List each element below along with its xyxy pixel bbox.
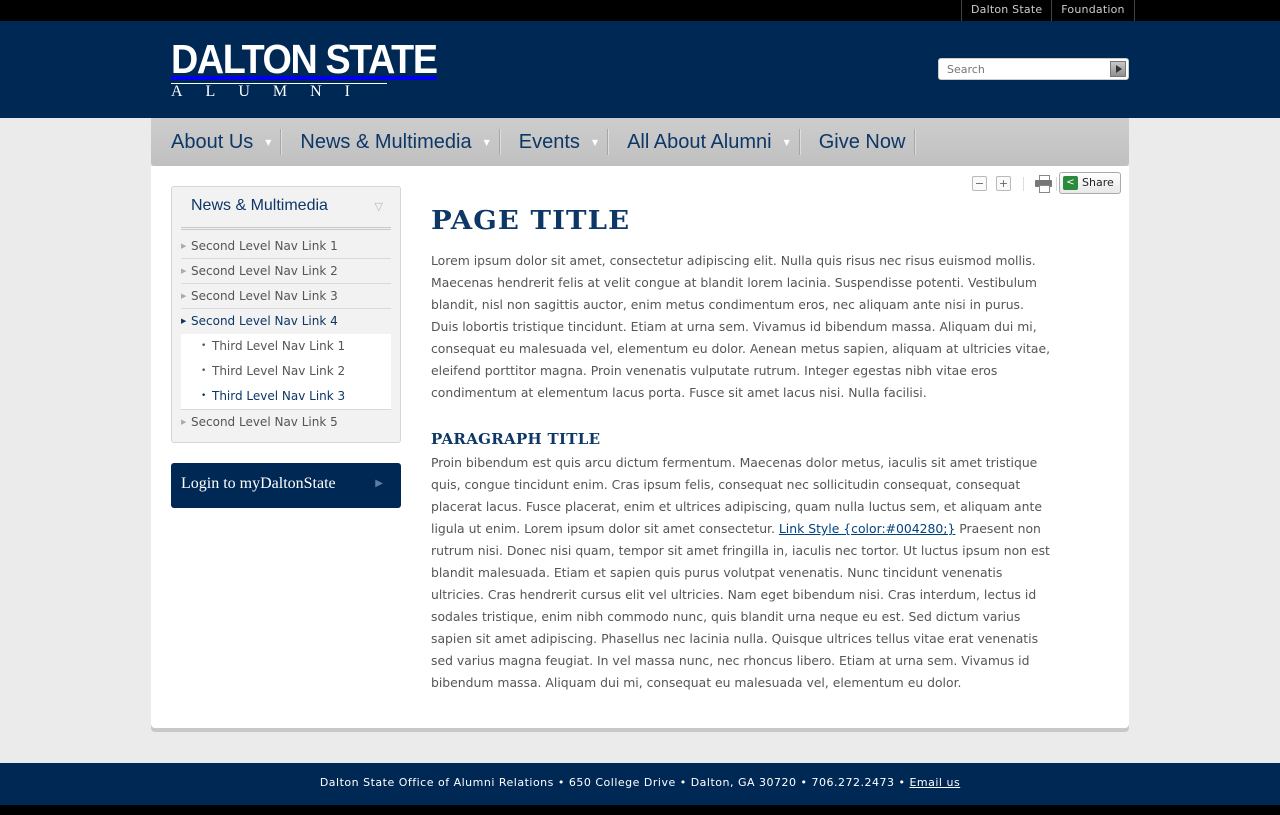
nav-item-give-now[interactable] <box>819 129 906 155</box>
nav-divider <box>499 129 500 155</box>
third-level-link-label: Third Level Nav Link 1 <box>212 339 346 353</box>
tool-divider <box>1056 177 1057 191</box>
decrease-text-size-button[interactable]: − <box>972 176 987 191</box>
nav-item-label: All About Alumni <box>627 130 772 153</box>
increase-text-size-button[interactable]: + <box>996 176 1011 191</box>
bullet-arrow-icon: ▶ <box>181 292 187 300</box>
page-tools <box>972 172 1122 196</box>
nav-item-news-multimedia[interactable] <box>300 129 489 155</box>
site-header <box>0 21 1280 118</box>
print-icon[interactable] <box>1035 174 1053 192</box>
nav-item-all-about-alumni[interactable] <box>627 129 790 155</box>
footer-contact-line <box>0 776 1280 789</box>
third-level-link-3-active[interactable] <box>181 384 391 409</box>
bullet-arrow-icon: ▶ <box>181 418 187 426</box>
nav-item-label: Give Now <box>818 130 906 153</box>
arrow-right-icon: ▶ <box>375 478 383 489</box>
utility-links <box>961 0 1135 21</box>
sidenav-link-4-active[interactable] <box>181 309 391 334</box>
utility-bar <box>0 0 1280 21</box>
bullet-arrow-icon: ▶ <box>181 267 187 275</box>
bullet-arrow-icon: ▶ <box>181 317 187 325</box>
sidenav-link-3[interactable] <box>181 284 391 309</box>
bullet-arrow-icon: ▶ <box>181 242 187 250</box>
sidenav-link-label: Second Level Nav Link 5 <box>191 415 338 429</box>
login-button[interactable] <box>171 463 401 508</box>
section-nav-header[interactable] <box>181 187 391 230</box>
section-nav-title: News & Multimedia <box>191 197 328 214</box>
footer-address: Dalton State Office of Alumni Relations • 650 College Drive • Dalton, GA 30720 • 706.272.2473 • <box>319 776 910 789</box>
section-nav <box>171 186 401 443</box>
utility-link-dalton-state[interactable]: Dalton State <box>961 0 1051 21</box>
nav-divider <box>280 129 281 155</box>
nav-divider <box>914 129 915 155</box>
share-button[interactable] <box>1059 172 1121 194</box>
third-level-link-1[interactable] <box>181 334 391 359</box>
content-panel <box>151 166 1129 728</box>
search-input[interactable] <box>939 59 1104 79</box>
nav-item-label: About Us <box>171 130 254 153</box>
nav-item-label: News & Multimedia <box>300 130 472 153</box>
bottom-bar <box>0 805 1280 815</box>
search-submit-button[interactable] <box>1110 61 1126 77</box>
logo-subtitle: ALUMNI <box>171 83 373 100</box>
paragraph-title: PARAGRAPH TITLE <box>431 430 601 448</box>
sidenav-link-label: Second Level Nav Link 3 <box>191 289 338 303</box>
logo-wordmark: DALTON STATE <box>171 36 437 82</box>
bullet-dot-icon: • <box>201 366 207 376</box>
dropdown-arrow-icon: ▼ <box>591 137 599 147</box>
third-level-link-label: Third Level Nav Link 3 <box>212 389 346 403</box>
body-paragraph-1: Lorem ipsum dolor sit amet, consectetur adipiscing elit. Nulla quis risus nec risus euismod mollis. Maecenas hendrerit felis at velit congue at blandit lorem lacinia. Suspendisse potenti. Vestibulum blandit, nisl non sagittis auctor, enim metus condimentum eros, nec aliquam ante nisi in purus. Duis lobortis tristique tincidunt. Etiam at urna sem. Vivamus id bibendum massa. Aliquam dui mi, consequat eu malesuada vel, elementum eu dolor. Aenean metus sapien, aliquam at ultricies vitae, eleifend porttitor magna. Proin venenatis vulputate rutrum. Integer egestas nibh vitae eros condimentum at elementum lacus porta. Fusce sit amet lacus nisi. Nulla facilisi. <box>431 253 1051 400</box>
nav-item-about-us[interactable] <box>171 129 271 155</box>
sidenav-link-label: Second Level Nav Link 1 <box>191 239 338 253</box>
share-button-label: Share <box>1082 176 1114 189</box>
footer-email-link[interactable]: Email us <box>909 776 961 789</box>
login-button-label: Login to myDaltonState <box>181 475 336 492</box>
site-footer <box>0 763 1280 805</box>
nav-divider <box>607 129 608 155</box>
nav-item-events[interactable] <box>519 129 598 155</box>
dropdown-arrow-icon: ▼ <box>483 137 490 147</box>
search-box <box>938 58 1129 80</box>
body-paragraph-2 <box>431 452 1053 694</box>
nav-divider <box>799 129 800 155</box>
inline-link[interactable]: Link Style {color:#004280;} <box>778 521 956 536</box>
dropdown-arrow-icon: ▼ <box>265 137 272 147</box>
page-title: PAGE TITLE <box>431 206 631 236</box>
bullet-dot-icon: • <box>201 391 207 401</box>
site-logo[interactable] <box>171 36 437 100</box>
main-nav <box>151 118 1129 166</box>
paragraph-text: Praesent non rutrum nisi. Donec nisi quam, tempor sit amet fringilla in, iaculis nec tortor. Ut luctus ipsum non est blandit malesuada. Etiam et sapien quis purus volutpat venenatis. Nunc tincidunt venenatis ultricies. Cras hendrerit cursus elit vel ultricies. Nam eget bibendum nisi. Cras interdum, lectus id sodales tristique, enim nibh commodo nunc, quis blandit urna neque eu est. Sed dictum varius sapien sit amet adipiscing. Phasellus nec lacinia nulla. Quisque ultrices tellus vitae erat venenatis sed varius magna feugiat. In vel massa nunc, nec rhoncus libero. Etiam at urna sem. Vivamus id bibendum massa. Aliquam dui mi, consequat eu malesuada vel, elementum eu dolor. <box>431 521 1050 690</box>
nav-item-label: Events <box>518 130 580 153</box>
bullet-dot-icon: • <box>201 341 207 351</box>
collapse-triangle-icon[interactable]: ▽ <box>374 200 383 213</box>
third-level-link-label: Third Level Nav Link 2 <box>212 364 346 378</box>
sidenav-link-2[interactable] <box>181 259 391 284</box>
paragraph-text: Proin bibendum est quis arcu dictum fermentum. Maecenas dolor metus, iaculis sit amet tristique quis, congue tincidunt enim. Cras ipsum felis, consequat nec sollicitudin consequat, consequat placerat lacus. Fusce placerat, enim et ultrices adipiscing, quam nulla luctus sem, et aliquam ante ligula ut enim. Lorem ipsum dolor sit amet consectetur. <box>431 455 1042 536</box>
share-icon: < <box>1063 176 1078 190</box>
sidenav-link-label: Second Level Nav Link 4 <box>191 314 338 328</box>
sidenav-link-5[interactable] <box>181 409 391 434</box>
dropdown-arrow-icon: ▼ <box>783 137 790 147</box>
sidenav-link-1[interactable] <box>181 234 391 259</box>
main-content <box>431 204 1053 694</box>
third-level-list <box>181 334 391 409</box>
third-level-link-2[interactable] <box>181 359 391 384</box>
utility-link-foundation[interactable]: Foundation <box>1051 0 1134 21</box>
sidenav-link-label: Second Level Nav Link 2 <box>191 264 338 278</box>
tool-divider <box>1023 177 1024 191</box>
section-nav-list <box>181 234 391 434</box>
